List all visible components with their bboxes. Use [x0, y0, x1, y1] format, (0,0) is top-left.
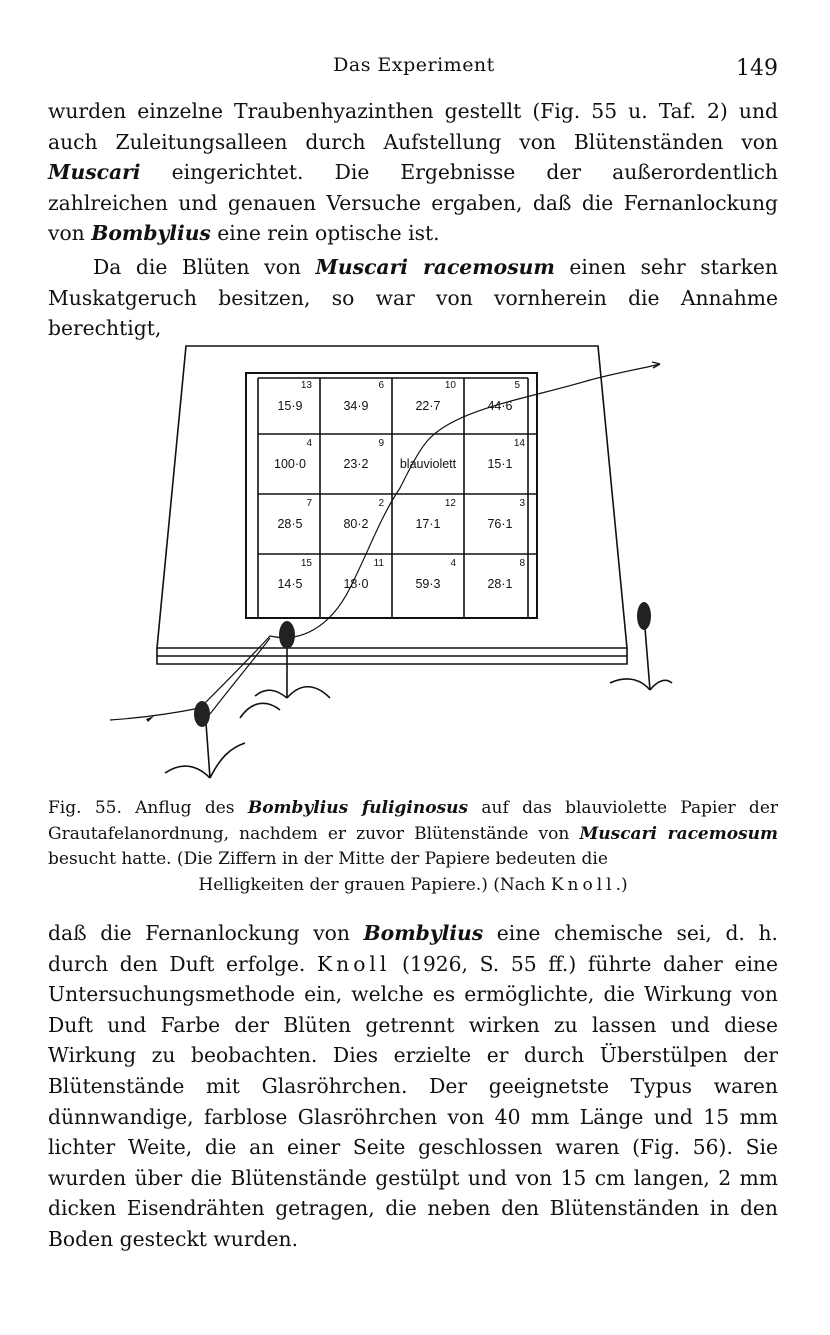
cell-value: 28·5 — [277, 517, 303, 531]
cell-value: 76·1 — [487, 517, 513, 531]
cell-number: 15 — [300, 558, 312, 569]
para3-author: Knoll — [316, 951, 391, 976]
caption-author: Knoll — [550, 874, 616, 895]
para1-text-3: eine rein optische ist. — [210, 221, 440, 246]
cell-number: 8 — [519, 558, 525, 569]
figure-caption — [48, 796, 778, 898]
page-number: 149 — [736, 56, 778, 81]
cell-number: 4 — [306, 438, 312, 449]
cell-number: 3 — [519, 498, 525, 509]
running-title: Das Experiment — [333, 54, 495, 76]
cell-value: 15·1 — [487, 457, 513, 471]
caption-last-line — [48, 873, 778, 899]
para2-text-1: Da die Blüten von — [93, 255, 316, 279]
cell-value: 80·2 — [343, 517, 369, 531]
cell-number: 5 — [514, 380, 520, 391]
cell-number: 14 — [513, 438, 525, 449]
cell-number: 10 — [444, 380, 456, 391]
cell-value: 59·3 — [415, 577, 441, 591]
para1-text-2: eingerichtet. Die Ergebnisse der außerordentlich zahlreichen und genauen Versuche ergaben, daß die Fernanlockung von — [48, 160, 778, 246]
para2-species: Muscari racemosum — [315, 255, 555, 279]
cell-value: 18·0 — [343, 577, 369, 591]
cell-number: 2 — [378, 498, 384, 509]
cell-value: 14·5 — [277, 577, 303, 591]
para3-genus: Bombylius — [363, 921, 484, 945]
caption-species-1: Bombylius fuliginosus — [247, 798, 469, 818]
cell-value: 100·0 — [274, 457, 306, 471]
cell-number: 4 — [450, 558, 456, 569]
cell-number: 9 — [378, 438, 384, 449]
figure-55 — [100, 338, 700, 790]
para1-genus-bombylius: Bombylius — [91, 221, 211, 246]
caption-text-2: auf das blauviolette Papier der Grautafelanordnung, nachdem er zuvor Blütenstände von — [48, 798, 779, 844]
caption-text-4: Helligkeiten der grauen Papiere.) (Nach — [198, 874, 551, 895]
cell-value: 28·1 — [487, 577, 513, 591]
cell-number: 12 — [444, 498, 456, 509]
cell-value: 15·9 — [277, 399, 303, 413]
caption-text-1: Fig. 55. Anflug des — [48, 798, 248, 818]
para3-text-1: daß die Fernanlockung von — [48, 921, 364, 945]
para2-text-2: einen sehr starken Muskatgeruch besitzen, so war von vornherein die Annahme berechtigt, — [48, 255, 778, 341]
paragraph-2 — [48, 252, 778, 344]
paragraph-1 — [48, 96, 778, 249]
para1-genus-muscari: Muscari — [48, 160, 141, 185]
cell-value: 23·2 — [343, 457, 369, 471]
cell-number: 13 — [300, 380, 312, 391]
cell-number: 11 — [373, 558, 384, 569]
caption-text-5: .) — [615, 874, 628, 895]
cell-value: 34·9 — [343, 399, 369, 413]
para3-text-3: (1926, S. 55 ff.) führte daher eine Untersuchungsmethode ein, welche es ermöglichte, die Wirkung von Duft und Farbe der Blüten getrennt wirken zu lassen und diese Wirkung zu beobachten. Dies erzielte er durch Überstülpen der Blütenstände mit Glasröhrchen. Der geeignetste Typus waren dünnwandige, farblose Glasröhrchen von 40 mm Länge und 15 mm lichter Weite, die an einer Seite geschlossen waren (Fig. 56). Sie wurden über die Blütenstände gestülpt und von 15 cm langen, 2 mm dicken Eisendrähten getragen, die neben den Blütenständen in den Boden gesteckt wurden. — [48, 951, 778, 1251]
cell-value: 17·1 — [415, 517, 441, 531]
cell-number: 6 — [378, 380, 384, 391]
para3-text-2: eine chemische sei, d. h. durch den Duft erfolge. — [48, 921, 778, 976]
paragraph-3 — [48, 918, 778, 1255]
cell-number: 7 — [306, 498, 312, 509]
caption-species-2: Muscari racemosum — [579, 823, 778, 844]
cell-value: 44·6 — [487, 399, 513, 413]
running-header — [48, 52, 780, 82]
cell-value: blauviolett — [399, 457, 457, 471]
cell-value: 22·7 — [415, 399, 441, 413]
caption-text-3: besucht hatte. (Die Ziffern in der Mitte der Papiere bedeuten die — [48, 849, 608, 869]
para1-text-1: wurden einzelne Traubenhyazinthen gestellt (Fig. 55 u. Taf. 2) und auch Zuleitungsalleen durch Aufstellung von Blütenständen von — [48, 99, 778, 154]
